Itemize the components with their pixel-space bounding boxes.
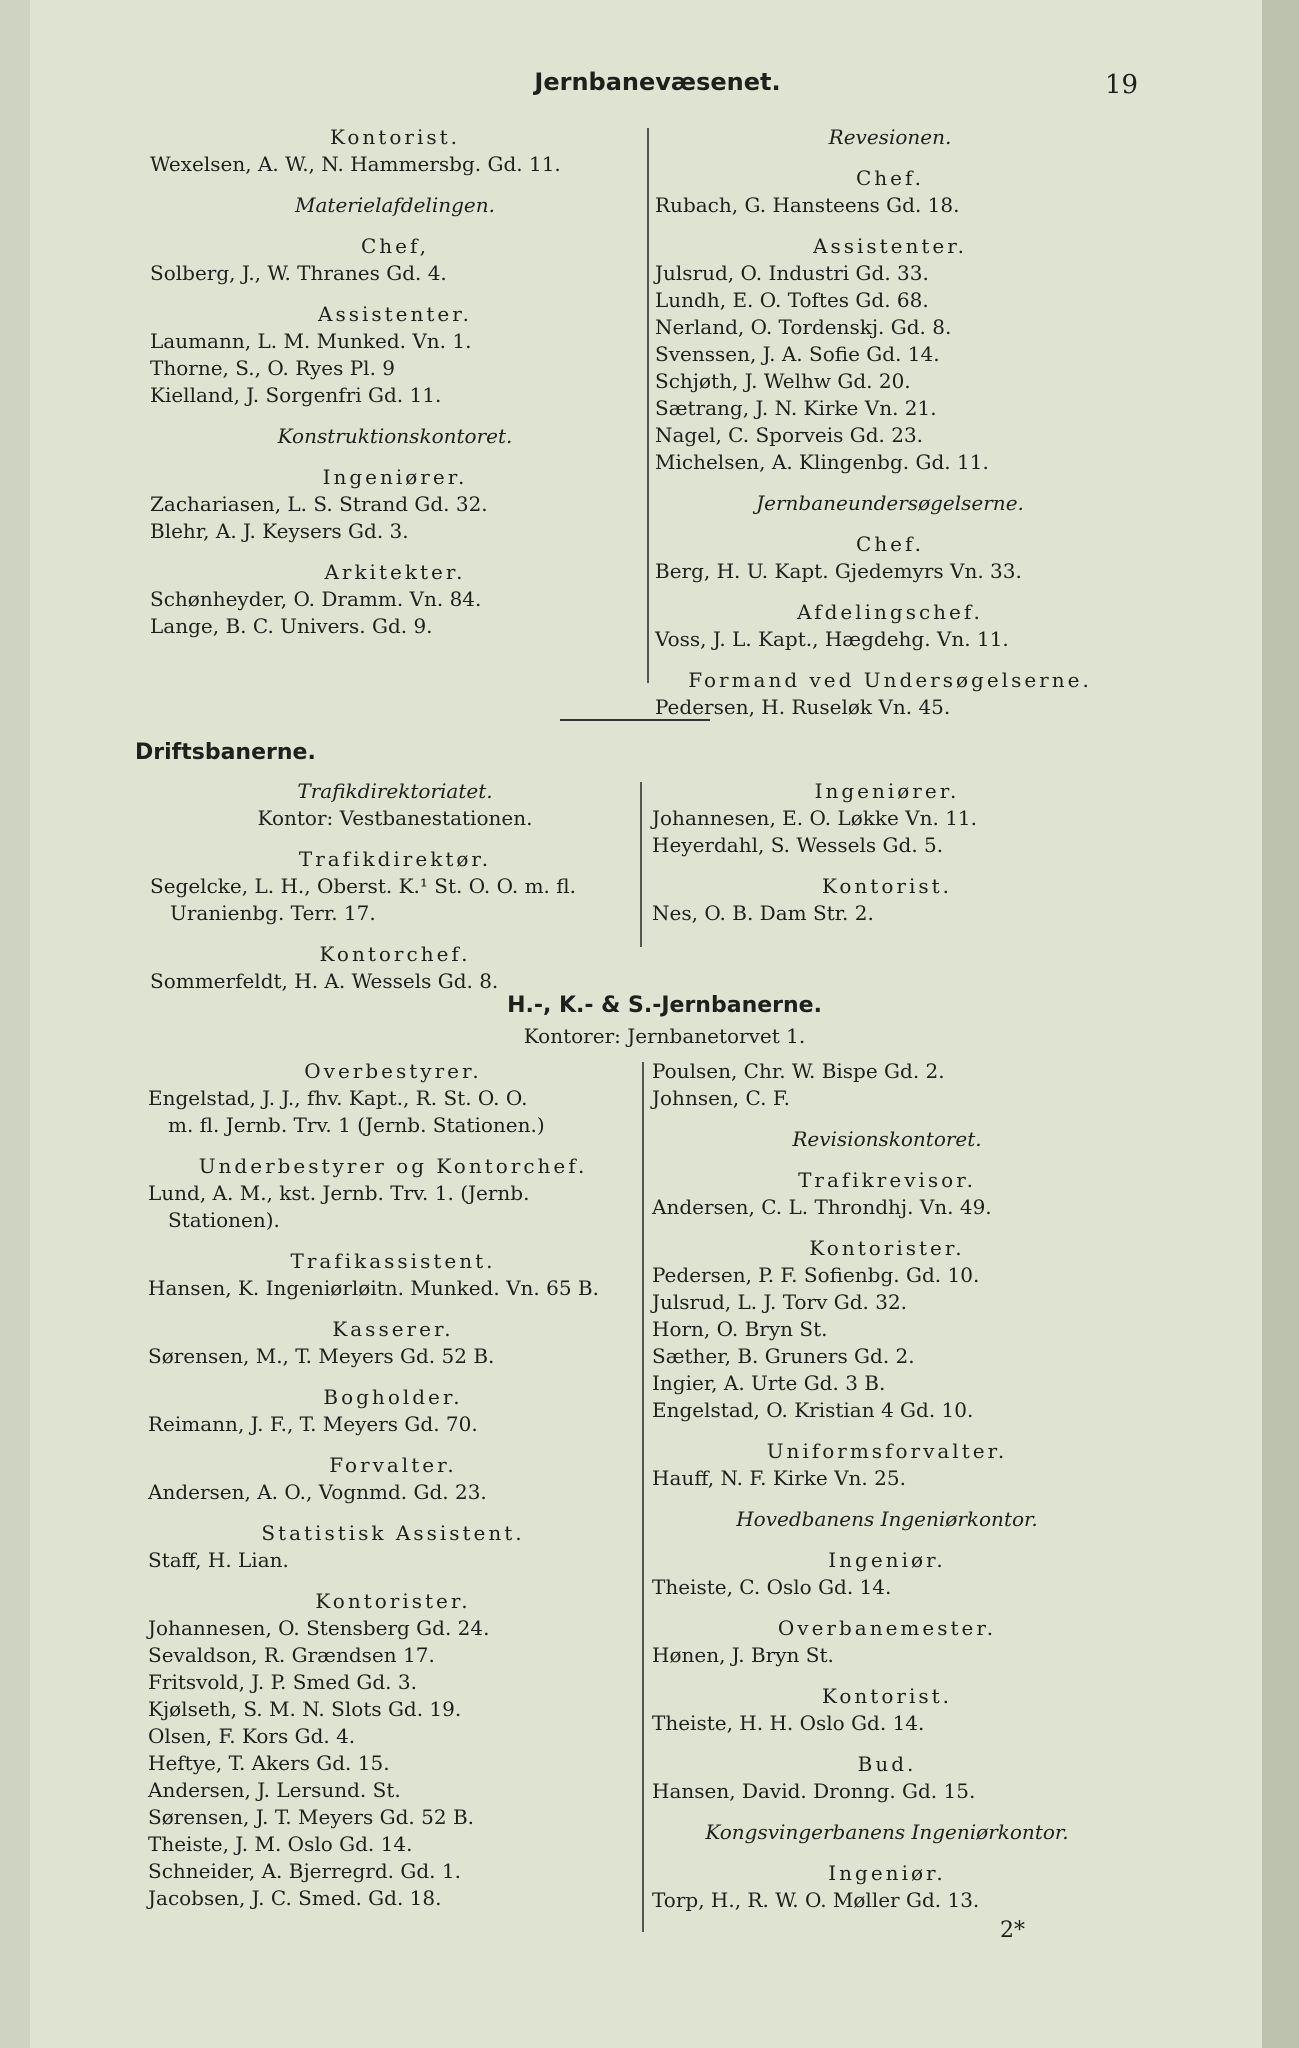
directory-entry: Berg, H. U. Kapt. Gjedemyrs Vn. 33. <box>655 559 1022 583</box>
directory-entry: Segelcke, L. H., Oberst. K.¹ St. O. O. m. fl. <box>150 874 576 898</box>
directory-entry: Hansen, K. Ingeniørløitn. Munked. Vn. 65 B. <box>148 1276 599 1300</box>
role-heading: Chef. <box>855 166 925 190</box>
role-heading: Kontorist. <box>329 125 461 149</box>
department-heading: Revesionen. <box>828 125 952 149</box>
role-heading: Formand ved Undersøgelserne. <box>688 668 1092 692</box>
role-heading: Ingeniør. <box>828 1861 946 1885</box>
column-hks-right <box>652 1058 1122 1914</box>
spacer <box>150 178 640 192</box>
directory-entry: Nerland, O. Tordenskj. Gd. 8. <box>655 315 952 339</box>
role-heading: Trafikrevisor. <box>798 1168 976 1192</box>
spacer <box>655 585 1125 599</box>
directory-entry: Poulsen, Chr. W. Bispe Gd. 2. <box>652 1059 945 1083</box>
role-heading: Kontorister. <box>809 1236 965 1260</box>
directory-entry: Jacobsen, J. C. Smed. Gd. 18. <box>148 1886 442 1910</box>
spacer <box>150 287 640 301</box>
entry-continuation: Stationen). <box>168 1208 280 1232</box>
department-heading: Konstruktionskontoret. <box>277 424 513 448</box>
column-divider <box>647 128 649 683</box>
directory-entry: Nes, O. B. Dam Str. 2. <box>652 901 874 925</box>
spacer <box>148 1370 638 1384</box>
entry-continuation: Uranienbg. Terr. 17. <box>170 901 376 925</box>
spacer <box>652 1112 1122 1126</box>
directory-entry: Svenssen, J. A. Sofie Gd. 14. <box>655 342 940 366</box>
department-heading: Kongsvingerbanens Ingeniørkontor. <box>705 1820 1069 1844</box>
spacer <box>148 1139 638 1153</box>
spacer <box>652 1492 1122 1506</box>
directory-entry: Johannesen, O. Stensberg Gd. 24. <box>148 1616 490 1640</box>
directory-entry: Julsrud, O. Industri Gd. 33. <box>655 261 929 285</box>
directory-entry: Heyerdahl, S. Wessels Gd. 5. <box>652 833 944 857</box>
directory-entry: Engelstad, J. J., fhv. Kapt., R. St. O. O. <box>148 1086 528 1110</box>
directory-entry: Blehr, A. J. Keysers Gd. 3. <box>150 519 409 543</box>
spacer <box>148 1302 638 1316</box>
column-top-left <box>150 124 640 640</box>
directory-entry: Torp, H., R. W. O. Møller Gd. 13. <box>652 1888 980 1912</box>
role-heading: Ingeniører. <box>322 465 468 489</box>
column-drift-right <box>652 778 1122 927</box>
role-heading: Kontorchef. <box>319 942 471 966</box>
directory-entry: Schjøth, J. Welhw Gd. 20. <box>655 369 911 393</box>
spacer <box>655 151 1125 165</box>
directory-entry: Staff, H. Lian. <box>148 1548 289 1572</box>
directory-entry: Zachariasen, L. S. Strand Gd. 32. <box>150 492 488 516</box>
directory-entry: Andersen, A. O., Vognmd. Gd. 23. <box>148 1480 487 1504</box>
spacer <box>652 1533 1122 1547</box>
role-heading: Uniformsforvalter. <box>766 1439 1008 1463</box>
directory-entry: Ingier, A. Urte Gd. 3 B. <box>652 1371 886 1395</box>
spacer <box>652 1846 1122 1860</box>
spacer <box>150 545 640 559</box>
spacer <box>150 409 640 423</box>
role-heading: Assistenter. <box>318 302 472 326</box>
spacer <box>150 832 640 846</box>
directory-entry: Sæther, B. Gruners Gd. 2. <box>652 1344 915 1368</box>
directory-entry: Thorne, S., O. Ryes Pl. 9 <box>150 356 396 380</box>
directory-entry: Sørensen, M., T. Meyers Gd. 52 B. <box>148 1344 495 1368</box>
directory-entry: Theiste, J. M. Oslo Gd. 14. <box>148 1832 413 1856</box>
role-heading: Afdelingschef. <box>797 600 983 624</box>
department-heading: Hovedbanens Ingeniørkontor. <box>736 1507 1038 1531</box>
role-heading: Overbanemester. <box>777 1616 997 1640</box>
column-hks-left <box>148 1058 638 1912</box>
section-heading-driftsbanerne: Driftsbanerne. <box>135 740 316 765</box>
role-heading: Kontorist. <box>821 874 953 898</box>
running-head: Jernbanevæsenet. <box>534 68 781 96</box>
directory-entry: Julsrud, L. J. Torv Gd. 32. <box>652 1290 908 1314</box>
directory-entry: Andersen, C. L. Throndhj. Vn. 49. <box>652 1195 992 1219</box>
directory-entry: Voss, J. L. Kapt., Hægdehg. Vn. 11. <box>655 627 1009 651</box>
section-divider <box>560 719 710 721</box>
role-heading: Forvalter. <box>329 1453 457 1477</box>
directory-entry: Sørensen, J. T. Meyers Gd. 52 B. <box>148 1805 474 1829</box>
role-heading: Bud. <box>857 1752 917 1776</box>
directory-entry: Kielland, J. Sorgenfri Gd. 11. <box>150 383 442 407</box>
department-heading: Materielafdelingen. <box>295 193 495 217</box>
role-heading: Arkitekter. <box>324 560 466 584</box>
directory-entry: Lange, B. C. Univers. Gd. 9. <box>150 614 433 638</box>
directory-entry: Theiste, C. Oslo Gd. 14. <box>652 1575 892 1599</box>
spacer <box>148 1506 638 1520</box>
directory-entry: Michelsen, A. Klingenbg. Gd. 11. <box>655 450 989 474</box>
directory-entry: Hansen, David. Dronng. Gd. 15. <box>652 1779 976 1803</box>
role-heading: Chef. <box>855 532 925 556</box>
directory-entry: Johnsen, C. F. <box>652 1086 790 1110</box>
entry-continuation: m. fl. Jernb. Trv. 1 (Jernb. Stationen.) <box>168 1113 545 1137</box>
directory-entry: Hauff, N. F. Kirke Vn. 25. <box>652 1466 906 1490</box>
directory-entry: Sætrang, J. N. Kirke Vn. 21. <box>655 396 937 420</box>
directory-entry: Lundh, E. O. Toftes Gd. 68. <box>655 288 929 312</box>
directory-entry: Kjølseth, S. M. N. Slots Gd. 19. <box>148 1697 462 1721</box>
role-heading: Trafikassistent. <box>290 1249 496 1273</box>
page-number: 19 <box>1105 70 1139 100</box>
role-heading: Kontorister. <box>315 1589 471 1613</box>
department-heading: Revisionskontoret. <box>792 1127 982 1151</box>
spacer <box>652 1669 1122 1683</box>
spacer <box>150 927 640 941</box>
spacer <box>652 1601 1122 1615</box>
spacer <box>652 1424 1122 1438</box>
role-heading: Bogholder. <box>323 1385 463 1409</box>
directory-entry: Schønheyder, O. Dramm. Vn. 84. <box>150 587 482 611</box>
column-drift-left <box>150 778 640 995</box>
directory-entry: Solberg, J., W. Thranes Gd. 4. <box>150 261 447 285</box>
directory-entry: Sommerfeldt, H. A. Wessels Gd. 8. <box>150 969 499 993</box>
directory-entry: Rubach, G. Hansteens Gd. 18. <box>655 193 960 217</box>
role-heading: Statistisk Assistent. <box>261 1521 525 1545</box>
role-heading: Kontorist. <box>821 1684 953 1708</box>
department-heading: Jernbaneundersøgelserne. <box>756 491 1024 515</box>
spacer <box>655 476 1125 490</box>
directory-entry: Lund, A. M., kst. Jernb. Trv. 1. (Jernb. <box>148 1181 530 1205</box>
column-top-right <box>655 124 1125 721</box>
directory-entry: Schneider, A. Bjerregrd. Gd. 1. <box>148 1859 461 1883</box>
directory-entry: Johannesen, E. O. Løkke Vn. 11. <box>652 806 978 830</box>
spacer <box>150 450 640 464</box>
spacer <box>148 1234 638 1248</box>
spacer <box>655 219 1125 233</box>
directory-entry: Heftye, T. Akers Gd. 15. <box>148 1751 390 1775</box>
directory-entry: Hønen, J. Bryn St. <box>652 1643 834 1667</box>
directory-entry: Pedersen, P. F. Sofienbg. Gd. 10. <box>652 1263 980 1287</box>
directory-entry: Sevaldson, R. Grændsen 17. <box>148 1643 435 1667</box>
spacer <box>148 1574 638 1588</box>
spacer <box>655 517 1125 531</box>
spacer <box>655 653 1125 667</box>
directory-entry: Theiste, H. H. Oslo Gd. 14. <box>652 1711 925 1735</box>
section-subheading-hks: Kontorer: Jernbanetorvet 1. <box>523 1024 806 1048</box>
directory-entry: Engelstad, O. Kristian 4 Gd. 10. <box>652 1398 974 1422</box>
role-heading: Overbestyrer. <box>304 1059 482 1083</box>
directory-entry: Horn, O. Bryn St. <box>652 1317 828 1341</box>
role-heading: Underbestyrer og Kontorchef. <box>198 1154 588 1178</box>
sheet-signature: 2* <box>1000 1918 1025 1943</box>
directory-entry: Fritsvold, J. P. Smed Gd. 3. <box>148 1670 417 1694</box>
spacer <box>148 1438 638 1452</box>
role-heading: Chef, <box>360 234 430 258</box>
spacer <box>652 1805 1122 1819</box>
spacer <box>652 1737 1122 1751</box>
spacer <box>150 219 640 233</box>
spacer <box>652 859 1122 873</box>
column-divider <box>642 1062 644 1932</box>
office-line: Kontor: Vestbanestationen. <box>257 806 533 830</box>
spacer <box>652 1153 1122 1167</box>
spacer <box>652 1221 1122 1235</box>
directory-entry: Olsen, F. Kors Gd. 4. <box>148 1724 356 1748</box>
directory-entry: Wexelsen, A. W., N. Hammersbg. Gd. 11. <box>150 152 561 176</box>
role-heading: Assistenter. <box>813 234 967 258</box>
directory-entry: Reimann, J. F., T. Meyers Gd. 70. <box>148 1412 478 1436</box>
directory-entry: Nagel, C. Sporveis Gd. 23. <box>655 423 924 447</box>
directory-entry: Laumann, L. M. Munked. Vn. 1. <box>150 329 472 353</box>
role-heading: Ingeniør. <box>828 1548 946 1572</box>
directory-entry: Andersen, J. Lersund. St. <box>148 1778 401 1802</box>
role-heading: Trafikdirektør. <box>298 847 492 871</box>
role-heading: Kasserer. <box>332 1317 454 1341</box>
role-heading: Ingeniører. <box>814 779 960 803</box>
section-heading-hks: H.-, K.- & S.-Jernbanerne. <box>507 993 822 1018</box>
directory-entry: Pedersen, H. Ruseløk Vn. 45. <box>655 695 951 719</box>
column-divider <box>640 782 642 947</box>
department-heading: Trafikdirektoriatet. <box>297 779 493 803</box>
